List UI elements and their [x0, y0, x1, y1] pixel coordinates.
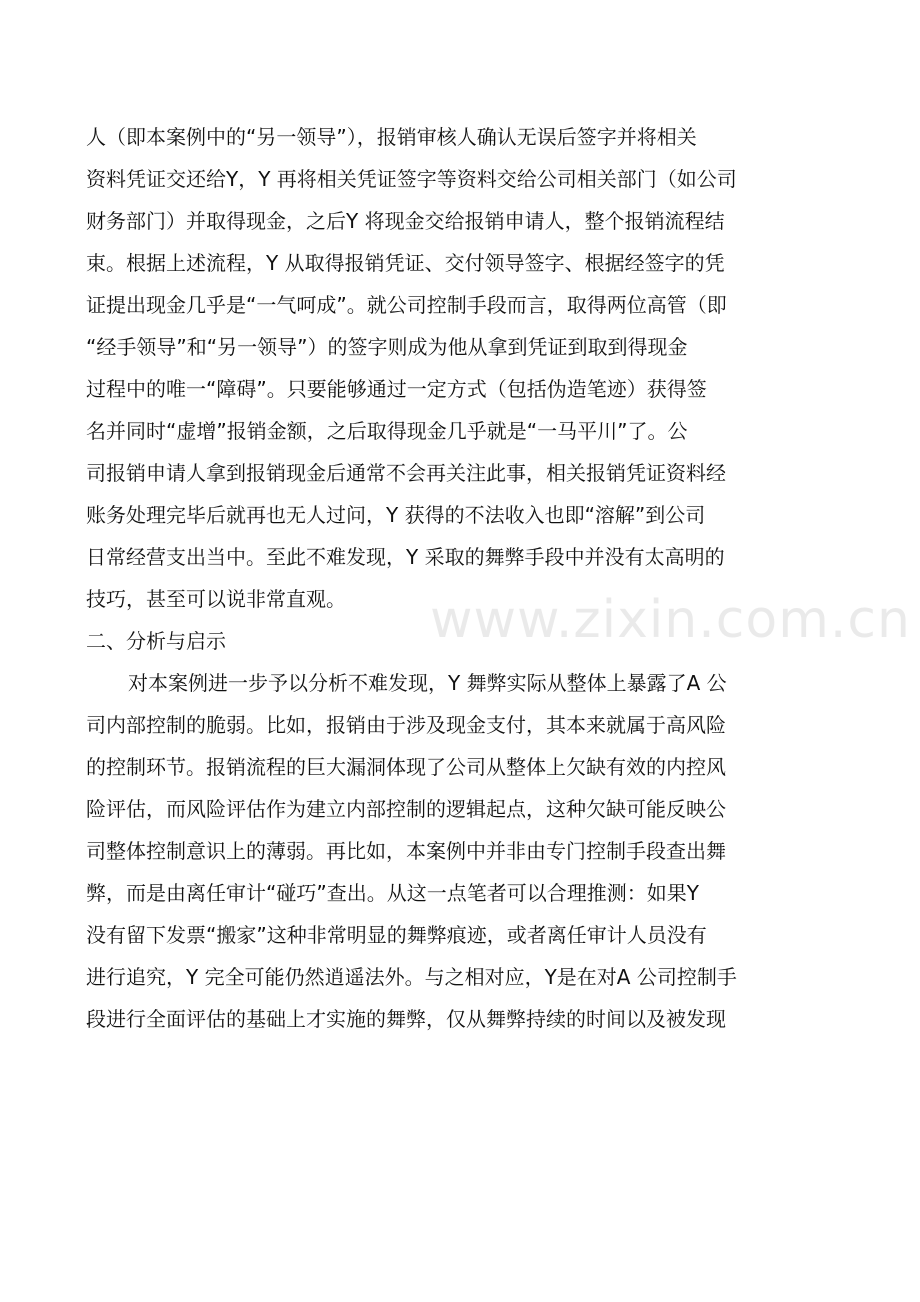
text-line: 技巧，甚至可以说非常直观。 — [86, 587, 346, 611]
text-line: 段进行全面评估的基础上才实施的舞弊，仅从舞弊持续的时间以及被发现 — [86, 1007, 726, 1031]
text-line: 弊，而是由离任审计“碰巧”查出。从这一点笔者可以合理推测：如果Y — [86, 881, 699, 905]
text-line: 人（即本案例中的“另一领导”），报销审核人确认无误后签字并将相关 — [86, 125, 697, 149]
text-line: “经手领导”和“另一领导”）的签字则成为他从拿到凭证到取到得现金 — [86, 335, 688, 359]
text-line: 过程中的唯一“障碍”。只要能够通过一定方式（包括伪造笔迹）获得签 — [86, 377, 707, 401]
text-line: 司报销申请人拿到报销现金后通常不会再关注此事，相关报销凭证资料经 — [86, 461, 726, 485]
text-line: 司整体控制意识上的薄弱。再比如，本案例中并非由专门控制手段查出舞 — [86, 839, 726, 863]
text-line: 名并同时“虚增”报销金额，之后取得现金几乎就是“一马平川”了。公 — [86, 419, 688, 443]
text-line: 财务部门）并取得现金，之后Y 将现金交给报销申请人，整个报销流程结 — [86, 209, 725, 233]
text-line: 日常经营支出当中。至此不难发现，Y 采取的舞弊手段中并没有太高明的 — [86, 545, 725, 569]
watermark: www.zixin.com.cn — [430, 590, 911, 650]
text-line: 资料凭证交还给Y，Y 再将相关凭证签字等资料交给公司相关部门（如公司 — [86, 167, 737, 191]
section-heading: 二、分析与启示 — [86, 629, 226, 653]
paragraph-first-line: 对本案例进一步予以分析不难发现，Y 舞弊实际从整体上暴露了A 公 — [128, 671, 727, 695]
text-line: 账务处理完毕后就再也无人过问，Y 获得的不法收入也即“溶解”到公司 — [86, 503, 706, 527]
text-line: 的控制环节。报销流程的巨大漏洞体现了公司从整体上欠缺有效的内控风 — [86, 755, 726, 779]
text-line: 险评估，而风险评估作为建立内部控制的逻辑起点，这种欠缺可能反映公 — [86, 797, 726, 821]
text-line: 进行追究，Y 完全可能仍然逍遥法外。与之相对应，Y是在对A 公司控制手 — [86, 965, 737, 989]
body-text — [86, 116, 786, 1040]
text-line: 司内部控制的脆弱。比如，报销由于涉及现金支付，其本来就属于高风险 — [86, 713, 726, 737]
text-line: 证提出现金几乎是“一气呵成”。就公司控制手段而言，取得两位高管（即 — [86, 293, 727, 317]
text-line: 束。根据上述流程，Y 从取得报销凭证、交付领导签字、根据经签字的凭 — [86, 251, 725, 275]
text-line: 没有留下发票“搬家”这种非常明显的舞弊痕迹，或者离任审计人员没有 — [86, 923, 707, 947]
